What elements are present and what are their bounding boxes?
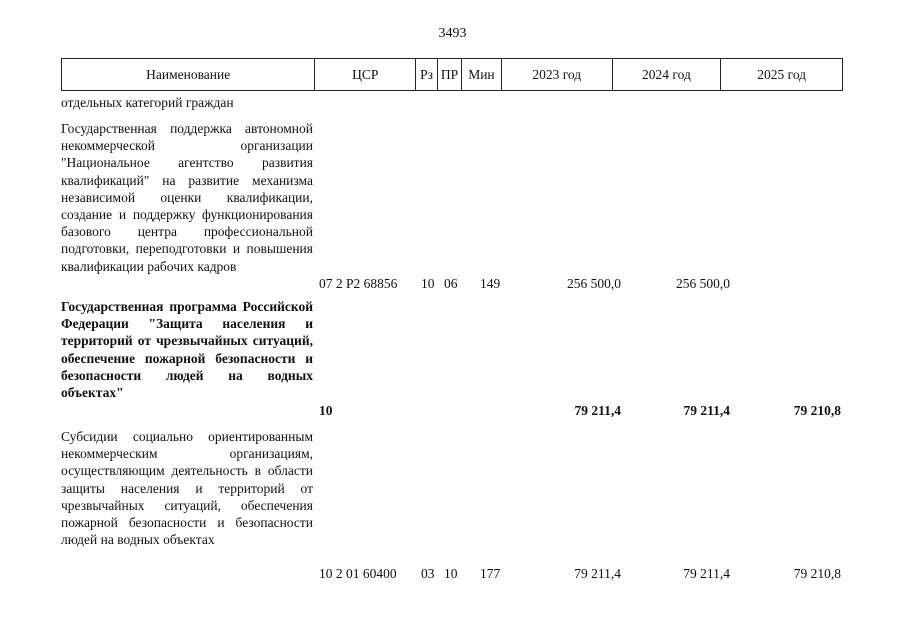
header-2023: 2023 год (502, 59, 613, 90)
row-min: 149 (480, 276, 501, 291)
row-2024: 79 211,4 (683, 403, 730, 418)
row-2024: 79 211,4 (683, 566, 730, 581)
header-rz: Рз (416, 59, 438, 90)
page-number: 3493 (438, 26, 467, 41)
row-name: Государственная программа Российской Федерации "Защита населения и территорий от чрезвычайных ситуаций, обеспечение пожарной безопасности и безопасности людей на водных объектах" (61, 299, 313, 401)
row-2025: 79 210,8 (793, 566, 841, 581)
table-row (61, 428, 843, 584)
table-row (61, 298, 843, 420)
table-row (61, 94, 843, 112)
table-header (61, 58, 843, 91)
row-csr: 10 (319, 403, 333, 418)
row-2023: 256 500,0 (567, 276, 621, 291)
row-2023: 79 211,4 (574, 566, 621, 581)
row-name: Государственная поддержка автономной некоммерческой организации "Национальное агентство развития квалификаций" на развитие механизма независимой оценки квалификации, создание и поддержку функционирования базового центра профессиональной подготовки, переподготовки и повышения квалификации рабочих кадров (61, 121, 313, 274)
row-csr: 07 2 P2 68856 (319, 276, 398, 291)
row-pr: 06 (444, 276, 458, 291)
row-name: отдельных категорий граждан (61, 95, 234, 110)
header-2024: 2024 год (613, 59, 722, 90)
row-2025: 79 210,8 (793, 403, 841, 418)
header-csr: ЦСР (315, 59, 416, 90)
header-min: Мин (462, 59, 502, 90)
row-csr: 10 2 01 60400 (319, 566, 397, 581)
header-name: Наименование (62, 59, 315, 90)
row-rz: 03 (421, 566, 435, 581)
table-row (61, 120, 843, 292)
header-2025: 2025 год (757, 66, 807, 82)
row-min: 177 (480, 566, 501, 581)
header-pr: ПР (438, 59, 462, 90)
row-pr: 10 (444, 566, 458, 581)
row-name: Субсидии социально ориентированным некоммерческим организациям, осуществляющим деятельность в области защиты населения и территорий от чрезвычайных ситуаций, обеспечения пожарной безопасности и безопасности людей на водных объектах (61, 429, 313, 548)
row-2023: 79 211,4 (574, 403, 621, 418)
row-2024: 256 500,0 (676, 276, 730, 291)
row-rz: 10 (421, 276, 435, 291)
